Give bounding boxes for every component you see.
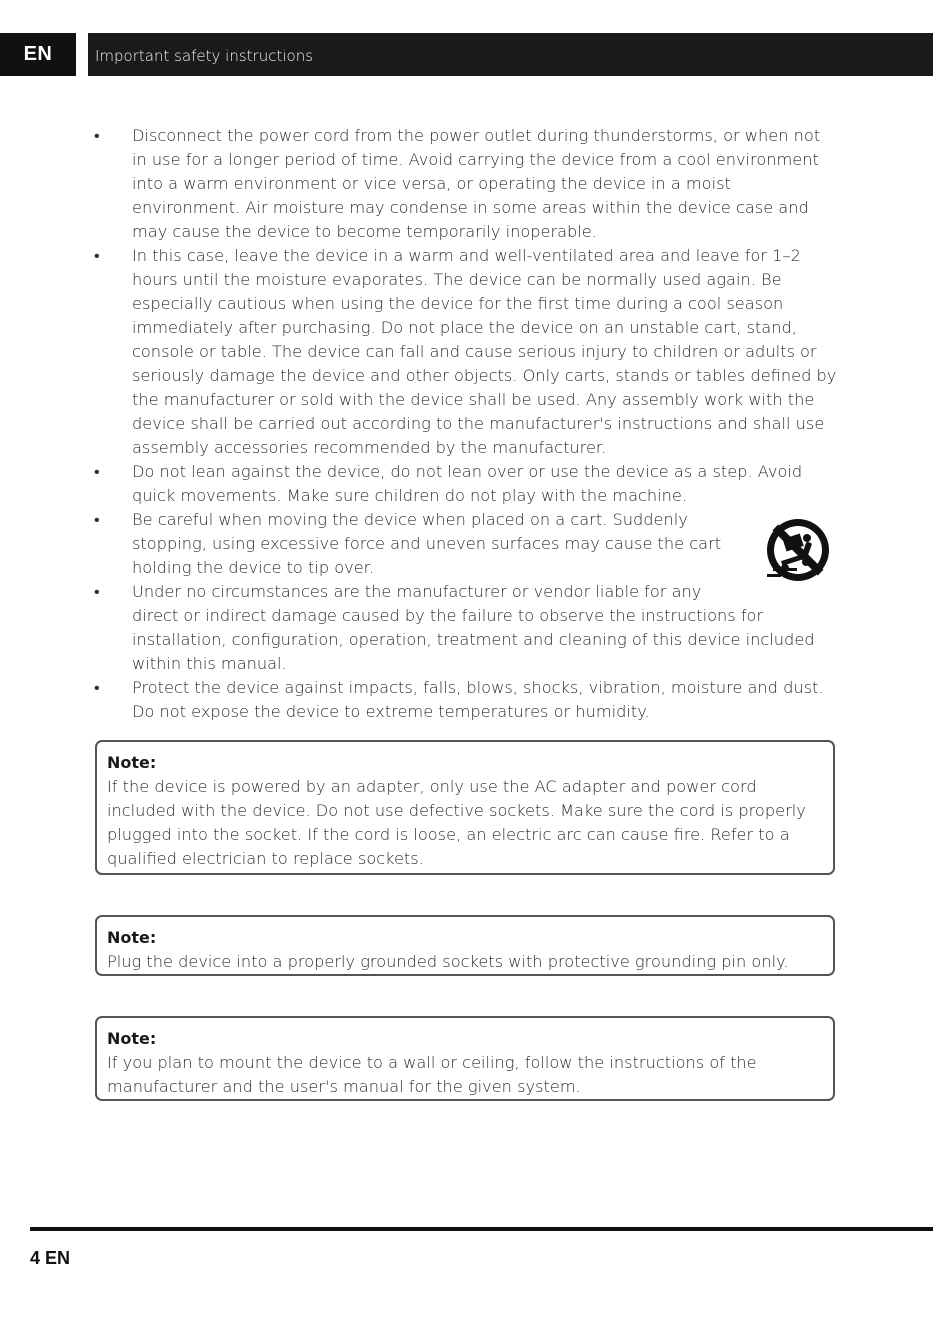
note-box-grounding	[95, 915, 835, 976]
bullet-text: Do not lean against the device, do not lean over or use the device as a step. Avoid quick movements. Make sure children do not play with the machine.	[132, 462, 803, 505]
note-label: Note:	[107, 1029, 157, 1048]
bullet-text: Be careful when moving the device when placed on a cart. Suddenly stopping, using excessive force and uneven surfaces may cause the cart holding the device to tip over.	[132, 510, 722, 577]
bullet-marker: •	[94, 246, 100, 265]
footer-divider	[30, 1227, 933, 1231]
cart-tip-over-warning-icon	[760, 516, 836, 588]
bullet-marker: •	[94, 582, 100, 601]
bullet-text: Under no circumstances are the manufacturer or vendor liable for any	[132, 582, 702, 601]
note-label: Note:	[107, 753, 157, 772]
note-box-adapter	[95, 740, 835, 875]
list-item	[92, 460, 837, 508]
note-label: Note:	[107, 928, 157, 947]
note-text: If you plan to mount the device to a wall or ceiling, follow the instructions of the manufacturer and the user's manual for the given system.	[107, 1053, 757, 1096]
list-item	[92, 676, 837, 724]
section-title: Important safety instructions	[95, 47, 314, 65]
list-item	[92, 244, 837, 460]
bullet-marker: •	[94, 678, 100, 697]
header-bar	[0, 33, 933, 76]
safety-bullet-list	[92, 124, 837, 724]
note-text: Plug the device into a properly grounded sockets with protective grounding pin only.	[107, 952, 789, 971]
list-item	[92, 124, 837, 244]
bullet-text: Disconnect the power cord from the power outlet during thunderstorms, or when not in use for a longer period of time. Avoid carrying the device from a cool environment into a warm environment or vice versa, or operating the device in a moist environment. Air moisture may condense in some areas within the device case and may cause the device to become temporarily inoperable.	[132, 126, 821, 241]
list-item	[92, 580, 837, 676]
bullet-text: Protect the device against impacts, falls, blows, shocks, vibration, moisture and dust. Do not expose the device to extreme temperatures or humidity.	[132, 678, 824, 721]
note-text: If the device is powered by an adapter, only use the AC adapter and power cord included with the device. Do not use defective sockets. Make sure the cord is properly plugged into the socket. If the cord is loose, an electric arc can cause fire. Refer to a qualified electrician to replace sockets.	[107, 777, 806, 868]
bullet-text: In this case, leave the device in a warm and well-ventilated area and leave for 1–2 hours until the moisture evaporates. The device can be normally used again. Be especially cautious when using the device for the first time during a cool season immediately after purchasing. Do not place the device on an unstable cart, stand, console or table. The device can fall and cause serious injury to children or adults or seriously damage the device and other objects. Only carts, stands or tables defined by the manufacturer or sold with the device shall be used. Any assembly work with the device shall be carried out according to the manufacturer's instructions and shall use assembly accessories recommended by the manufacturer.	[132, 246, 837, 457]
note-box-mounting	[95, 1016, 835, 1101]
bullet-text: direct or indirect damage caused by the failure to observe the instructions for installation, configuration, operation, treatment and cleaning of this device included within this manual.	[132, 606, 815, 673]
language-tab: EN	[0, 33, 76, 76]
header-divider	[76, 33, 88, 76]
list-item	[92, 508, 837, 580]
bullet-marker: •	[94, 126, 100, 145]
bullet-marker: •	[94, 462, 100, 481]
bullet-marker: •	[94, 510, 100, 529]
page-number: 4 EN	[30, 1248, 71, 1268]
